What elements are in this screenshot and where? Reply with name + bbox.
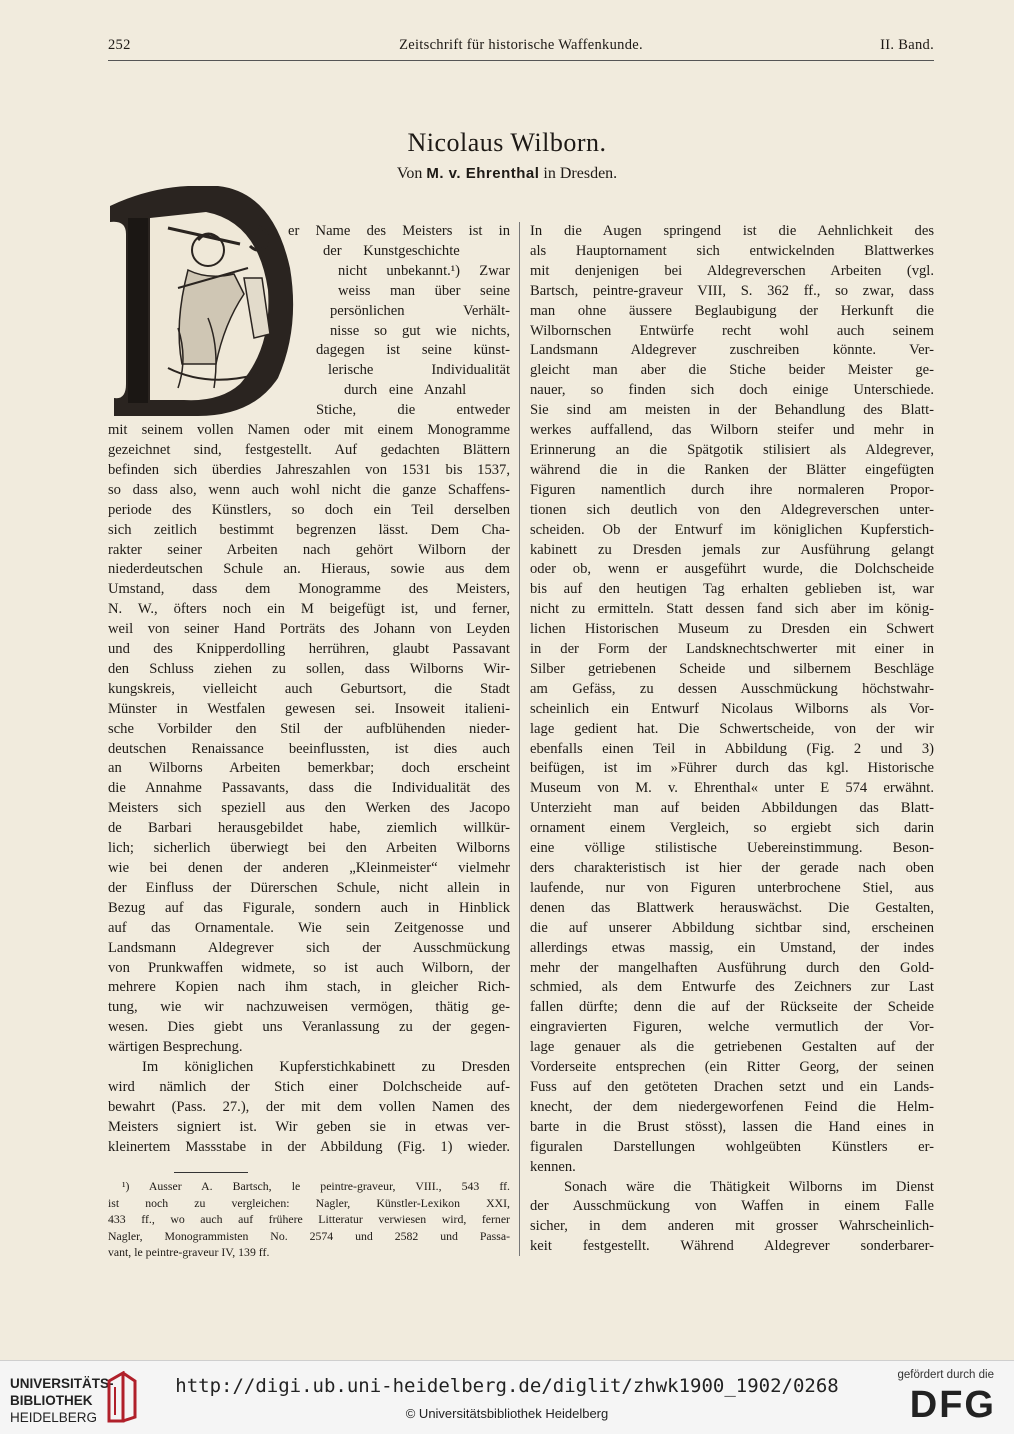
text-line: am Gefäss, zu dessen Ausschmückung höchstwahr-: [530, 680, 934, 697]
text-line: tionen sich deutlich von den Aldegreverschen unter-: [530, 501, 934, 518]
text-line: ebenfalls einen Teil in Abbildung (Fig. 2 und 3): [530, 740, 934, 757]
text-line: den Schluss ziehen zu sollen, dass Wilborns Wir-: [108, 660, 510, 677]
text-line: weil von seiner Hand Porträts des Johann von Leyden: [108, 621, 510, 638]
footnote: [108, 1178, 510, 1261]
text-line: weiss man über seine: [338, 282, 510, 299]
text-line: er Name des Meisters ist in: [288, 223, 510, 239]
text-line: mehr der mangelhaften Ausführung durch den Gold-: [530, 959, 934, 976]
text-line: barte in die Brust stösst), lassen die Hand eines in: [530, 1118, 934, 1135]
left-text-column: [108, 222, 510, 1158]
footnote-line: vant, le peintre-graveur IV, 139 ff.: [108, 1245, 270, 1260]
text-line: Meisters signiert ist. Wir geben sie in etwas ver-: [108, 1118, 510, 1135]
text-line: keit festgestellt. Während Aldegrever sonderbarer-: [530, 1238, 934, 1255]
text-line: Bartsch, peintre-graveur VIII, S. 362 ff., so zwar, dass: [530, 282, 934, 299]
funding-note: gefördert durch die: [897, 1369, 994, 1381]
text-line: die auf unserer Abbildung sichtbar sind, erscheinen: [530, 919, 934, 936]
text-line: laufende, nur von Figuren unterbrochene Stiel, aus: [530, 879, 934, 896]
text-line: dagegen ist seine künst-: [316, 342, 510, 359]
text-line: sich zeitlich bestimmt begrenzen lässt. Dem Cha-: [108, 521, 510, 538]
text-line: nisse so gut wie nichts,: [330, 322, 510, 339]
text-line: von Prunkwaffen widmete, so ist auch Wilborn, der: [108, 959, 510, 976]
text-line: Wilbornschen Entwürfe recht wohl auch seinem: [530, 322, 934, 339]
text-line: lich; sicherlich überwiegt bei den Arbeiten Wilborns: [108, 840, 510, 857]
text-line: sche Vorbilder den Stil der aufblühenden nieder-: [108, 720, 510, 737]
text-line: Im königlichen Kupferstichkabinett zu Dresden: [142, 1059, 510, 1076]
text-line: wesen. Dies giebt uns Veranlassung zu der gegen-: [108, 1019, 510, 1036]
text-line: ders charakteristisch ist hier der gerade nach oben: [530, 860, 934, 876]
text-line: nicht unbekannt.¹) Zwar: [338, 262, 510, 279]
text-line: scheiden. Ob der Entwurf im königlichen Kupferstich-: [530, 521, 934, 538]
text-line: der Ausschmückung von Waffen in einem Falle: [530, 1198, 934, 1215]
text-line: niederdeutschen Schule an. Hieraus, sowie aus dem: [108, 561, 510, 578]
permalink-url[interactable]: http://digi.ub.uni-heidelberg.de/diglit/zhwk1900_1902/0268: [175, 1375, 839, 1397]
text-line: bewahrt (Pass. 27.), der mit dem vollen Namen des: [108, 1098, 510, 1115]
author-name: M. v. Ehrenthal: [426, 165, 540, 182]
text-line: allerdings etwas massig, ein Umstand, der indes: [530, 939, 934, 956]
text-line: bis auf den heutigen Tag erhalten geblieben ist, war: [530, 581, 934, 598]
digitization-footer: [0, 1360, 1014, 1434]
text-line: persönlichen Verhält-: [330, 302, 510, 319]
text-line: nicht zu ermitteln. Statt dessen fand sich aber im könig-: [530, 601, 934, 618]
text-line: kungskreis, vielleicht auch Geburtsort, die Stadt: [108, 680, 510, 697]
dfg-logo: DFG: [909, 1384, 996, 1426]
footnote-line: Nagler, Monogrammisten No. 2574 und 2582 und Passa-: [108, 1228, 510, 1243]
text-line: befinden sich überdies Jahreszahlen von 1531 bis 1537,: [108, 461, 510, 478]
text-line: gezeichnet sind, festgestellt. Auf gedachten Blättern: [108, 441, 510, 458]
text-line: die Annahme Passavants, dass die Individualität des: [108, 780, 510, 797]
text-line: de Barbari herausgebildet habe, ziemlich willkür-: [108, 820, 510, 837]
text-line: Silber getriebenen Scheide und silbernem Beschläge: [530, 660, 934, 677]
running-header: [108, 37, 934, 59]
text-line: wärtigen Besprechung.: [108, 1039, 243, 1056]
text-line: kabinett zu Dresden jemals zur Ausführung gelangt: [530, 541, 934, 558]
text-line: Landsmann Aldegrever sich der Ausschmückung: [108, 939, 510, 956]
text-line: so dass also, wenn auch wohl nicht die ganze Schaffens-: [108, 481, 510, 498]
text-line: figuralen Darstellungen wohlgeübten Künstlers er-: [530, 1138, 934, 1155]
text-line: scheinlich ein Entwurf Nicolaus Wilborns als Vor-: [530, 700, 934, 717]
volume-label: II. Band.: [880, 37, 934, 53]
text-line: lage gedient hat. Die Schwertscheide, von der wir: [530, 720, 934, 737]
text-line: oder ob, wenn er ausgeführt wurde, die Dolchscheide: [530, 561, 934, 578]
text-line: durch eine Anzahl: [344, 382, 467, 399]
text-line: mit denjenigen bei Aldegreverschen Arbeiten (vgl.: [530, 262, 934, 279]
text-line: rakter seiner Arbeiten nach gehört Wilborn der: [108, 541, 510, 558]
text-line: fallen dürfte; denn die auf der Rückseite der Scheide: [530, 999, 934, 1016]
right-text-column: [530, 222, 934, 1257]
text-line: Münster in Westfalen gewesen sei. Insoweit italieni-: [108, 700, 510, 717]
text-line: in der Form der Landsknechtschwerter mit einer in: [530, 641, 934, 658]
text-line: denen das Blattwerk herauswächst. Die Gestalten,: [530, 899, 934, 916]
text-line: Bezug auf das Figurale, sondern auch in Hinblick: [108, 899, 510, 916]
text-line: N. W., öfters noch ein M beigefügt ist, und ferner,: [108, 601, 510, 618]
text-line: wie bei denen der anderen „Kleinmeister“ vielmehr: [108, 860, 510, 876]
byline-prefix: Von: [396, 165, 423, 182]
text-line: lichen Historischen Museum zu Dresden ein Schwert: [530, 621, 934, 638]
text-line: werkes auffallend, das Wilborn steifer und mehr in: [530, 422, 934, 439]
text-line: und des Knipperdolling herrühren, glaubt Passavant: [108, 641, 510, 658]
text-line: auf das Ornamentale. Wie sein Zeitgenosse und: [108, 919, 510, 936]
text-line: mit seinem vollen Namen oder mit einem Monogramme: [108, 422, 510, 439]
text-line: sicher, in dem anderen mit grosser Wahrscheinlich-: [530, 1218, 934, 1235]
text-line: tung, wie wir nachzuweisen vermögen, thätig ge-: [108, 999, 510, 1016]
text-line: lage genauer als die getriebenen Gestalten auf der: [530, 1039, 934, 1056]
text-line: periode des Künstlers, so doch ein Teil derselben: [108, 501, 510, 518]
text-line: knecht, der dem niedergeworfenen Feind die Helm-: [530, 1098, 934, 1115]
text-line: eine völlige stilistische Uebereinstimmung. Beson-: [530, 840, 934, 857]
text-line: Landsmann Aldegrever zuschreiben könnte. Ver-: [530, 342, 934, 359]
text-line: Umstand, dass dem Monogramme des Meisters,: [108, 581, 510, 598]
header-rule: [108, 60, 934, 61]
byline-suffix: in Dresden.: [543, 165, 618, 182]
text-line: Museum von M. v. Ehrenthal« unter E 574 erwähnt.: [530, 780, 934, 797]
text-line: eingravierten Figuren, welche vermutlich der Vor-: [530, 1019, 934, 1036]
text-line: Fuss auf den getöteten Drachen setzt und ein Lands-: [530, 1078, 934, 1095]
text-line: beifügen, ist im »Führer durch das kgl. Historische: [530, 760, 934, 777]
text-line: der Kunstgeschichte: [323, 242, 460, 259]
footnote-line: ¹) Ausser A. Bartsch, le peintre-graveur, VIII., 543 ff.: [122, 1179, 510, 1193]
text-line: schmied, als dem Entwurfe des Zeichners zur Last: [530, 979, 934, 996]
footnote-line: ist noch zu vergleichen: Nagler, Künstler-Lexikon XXI,: [108, 1195, 510, 1210]
text-line: In die Augen springend ist die Aehnlichkeit des: [530, 223, 934, 239]
text-line: wird nämlich der Stich einer Dolchscheide auf-: [108, 1078, 510, 1095]
footnote-rule: [174, 1172, 248, 1173]
text-line: gleicht man aber die Stiche beider Meister ge-: [530, 362, 934, 379]
text-line: man ohne äussere Beglaubigung der Herkunft die: [530, 302, 934, 319]
text-line: lerische Individualität: [328, 362, 510, 379]
journal-title: Zeitschrift für historische Waffenkunde.: [399, 37, 643, 53]
library-name-line: BIBLIOTHEK: [10, 1393, 93, 1408]
text-line: ornament einem Vergleich, so ergiebt sich darin: [530, 820, 934, 837]
text-line: kleinertem Massstabe in der Abbildung (Fig. 1) wieder.: [108, 1138, 510, 1155]
library-name-line: UNIVERSITÄTS-: [10, 1376, 114, 1391]
text-line: Erinnerung an die Spätgotik stilisiert als Aldegrever,: [530, 441, 934, 458]
text-line: Sonach wäre die Thätigkeit Wilborns im Dienst: [564, 1178, 934, 1195]
column-separator: [519, 222, 520, 1256]
page-number: 252: [108, 37, 131, 53]
text-line: an Wilborns Arbeiten bemerkbar; doch erscheint: [108, 760, 510, 777]
text-line: Stiche, die entweder: [316, 402, 510, 419]
text-line: Sie sind am meisten in der Behandlung des Blatt-: [530, 402, 934, 419]
text-line: kennen.: [530, 1158, 576, 1175]
text-line: während die in die Ranken der Blätter eingefügten: [530, 461, 934, 478]
library-name-line: HEIDELBERG: [10, 1410, 98, 1425]
copyright-notice: © Universitätsbibliothek Heidelberg: [405, 1406, 609, 1421]
text-line: Vorderseite entsprechen (ein Ritter Georg, der seinen: [530, 1059, 934, 1076]
article-title: Nicolaus Wilborn.: [407, 128, 607, 157]
text-line: nauer, so finden sich doch einige Unterschiede.: [530, 382, 934, 399]
text-line: Figuren namentlich durch ihre normaleren Propor-: [530, 481, 934, 498]
text-line: der Einfluss der Dürerschen Schule, nicht allein in: [108, 879, 510, 896]
text-line: Meisters sich speziell aus den Werken des Jacopo: [108, 800, 510, 817]
text-line: deutschen Renaissance beeinflussten, ist dies auch: [108, 740, 510, 757]
text-line: mehrere Kopien nach ihm stach, in gleicher Rich-: [108, 979, 510, 996]
footnote-line: 433 ff., wo auch auf frühere Litteratur verwiesen wird, ferner: [108, 1212, 510, 1227]
text-line: Unterzieht man auf beiden Abbildungen das Blatt-: [530, 800, 934, 817]
text-line: als Hauptornament sich entwickelnden Blattwerkes: [530, 242, 934, 259]
